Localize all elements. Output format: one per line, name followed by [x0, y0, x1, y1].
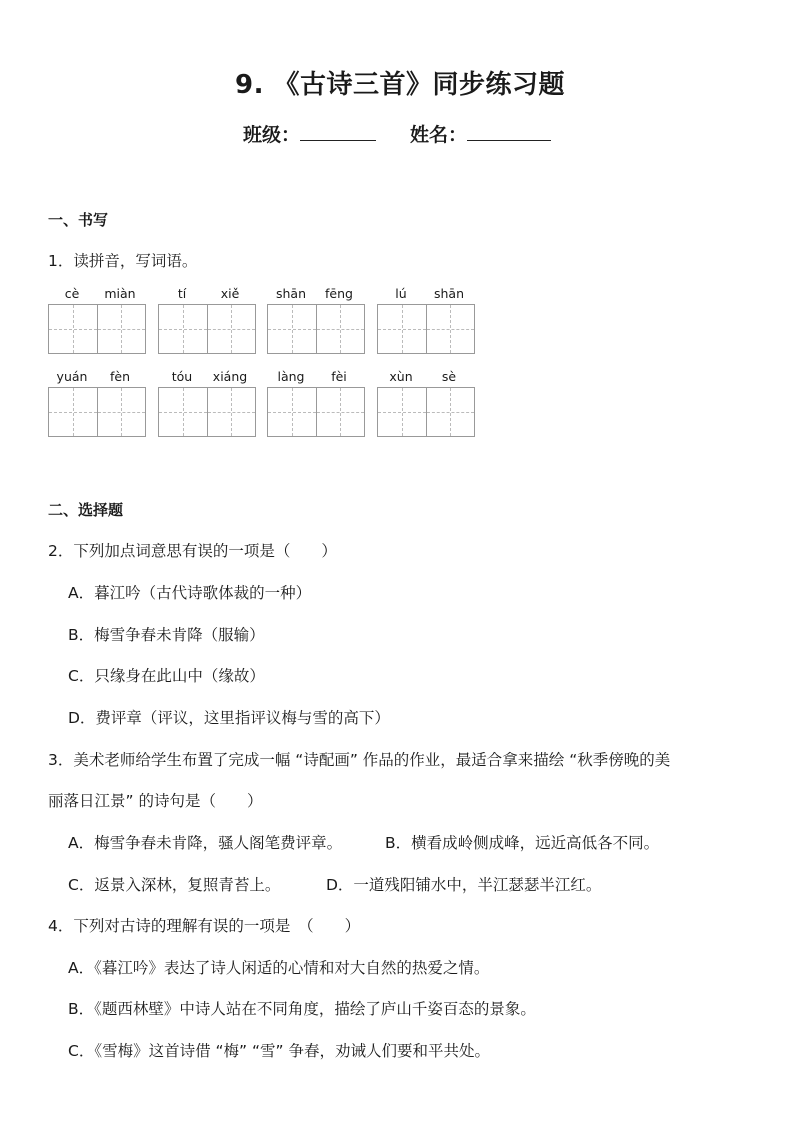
grid-cell[interactable]: [159, 388, 207, 436]
pinyin-label: fèi: [331, 369, 347, 384]
pinyin-label: cè: [64, 286, 80, 301]
name-label: 姓名：: [410, 124, 468, 146]
writing-grid[interactable]: [377, 304, 475, 354]
pinyin-label: sè: [441, 369, 457, 384]
q4-option-a[interactable]: A．《暮江吟》表达了诗人闲适的心情和对大自然的热爱之情。: [68, 959, 490, 977]
pinyin-label: tí: [177, 286, 187, 301]
grid-cell[interactable]: [426, 388, 474, 436]
grid-cell[interactable]: [159, 305, 207, 353]
grid-cell[interactable]: [316, 305, 364, 353]
pinyin-label: xiáng: [212, 369, 248, 384]
question-3-line1: 3．美术老师给学生布置了完成一幅 “诗配画” 作品的作业，最适合拿来描绘 “秋季傍晚的美: [48, 751, 671, 769]
grid-cell[interactable]: [268, 305, 316, 353]
pinyin-group: [48, 369, 144, 384]
question-2: 2．下列加点词意思有误的一项是（ ）: [48, 542, 337, 560]
pinyin-label: fèn: [109, 369, 130, 384]
pinyin-label: shān: [433, 286, 465, 301]
writing-grid[interactable]: [377, 387, 475, 437]
name-field: [410, 120, 551, 147]
writing-grid[interactable]: [158, 387, 256, 437]
pinyin-group: [377, 369, 473, 384]
pinyin-group: [377, 286, 473, 301]
q3-option-a[interactable]: A．梅雪争春未肯降，骚人阁笔费评章。: [68, 834, 343, 852]
pinyin-group: [158, 286, 254, 301]
page-title: 9. 《古诗三首》同步练习题: [234, 70, 566, 100]
writing-grid[interactable]: [48, 304, 146, 354]
q4-option-c[interactable]: C．《雪梅》这首诗借 “梅” “雪” 争春，劝诫人们要和平共处。: [68, 1042, 490, 1060]
pinyin-label: shān: [275, 286, 307, 301]
pinyin-label: fēng: [325, 286, 353, 301]
writing-grid[interactable]: [48, 387, 146, 437]
grid-cell[interactable]: [97, 388, 145, 436]
q3-option-c[interactable]: C．返景入深林，复照青苔上。: [68, 876, 281, 894]
grid-cell[interactable]: [207, 305, 255, 353]
writing-grid[interactable]: [267, 304, 365, 354]
grid-cell[interactable]: [97, 305, 145, 353]
q2-option-c[interactable]: C．只缘身在此山中（缘故）: [68, 667, 265, 685]
class-blank[interactable]: [300, 122, 376, 141]
writing-grid[interactable]: [158, 304, 256, 354]
pinyin-group: [48, 286, 144, 301]
pinyin-label: miàn: [104, 286, 136, 301]
question-3-line2: 丽落日江景” 的诗句是（ ）: [48, 792, 263, 810]
class-field: [243, 120, 376, 147]
grid-cell[interactable]: [207, 388, 255, 436]
q2-option-d[interactable]: D．费评章（评议，这里指评议梅与雪的高下）: [68, 709, 390, 727]
pinyin-label: lú: [395, 286, 407, 301]
q4-option-b[interactable]: B．《题西林壁》中诗人站在不同角度，描绘了庐山千姿百态的景象。: [68, 1000, 536, 1018]
grid-cell[interactable]: [316, 388, 364, 436]
pinyin-label: xùn: [389, 369, 413, 384]
q2-option-a[interactable]: A．暮江吟（古代诗歌体裁的一种）: [68, 584, 312, 602]
pinyin-group: [267, 369, 363, 384]
name-blank[interactable]: [467, 122, 551, 141]
grid-cell[interactable]: [426, 305, 474, 353]
pinyin-label: tóu: [171, 369, 193, 384]
question-4: 4．下列对古诗的理解有误的一项是 （ ）: [48, 917, 361, 935]
grid-cell[interactable]: [268, 388, 316, 436]
grid-cell[interactable]: [49, 305, 97, 353]
writing-grid[interactable]: [267, 387, 365, 437]
class-label: 班级：: [243, 124, 301, 146]
pinyin-label: yuán: [56, 369, 88, 384]
question-1: 1．读拼音，写词语。: [48, 252, 198, 270]
q3-option-d[interactable]: D．一道残阳铺水中，半江瑟瑟半江红。: [326, 876, 602, 894]
q2-option-b[interactable]: B．梅雪争春未肯降（服输）: [68, 626, 265, 644]
section-heading-choice: 二、选择题: [48, 501, 124, 519]
pinyin-label: làng: [277, 369, 305, 384]
section-heading-writing: 一、书写: [48, 211, 109, 229]
grid-cell[interactable]: [378, 388, 426, 436]
grid-cell[interactable]: [378, 305, 426, 353]
grid-cell[interactable]: [49, 388, 97, 436]
q3-option-b[interactable]: B．横看成岭侧成峰，远近高低各不同。: [385, 834, 660, 852]
pinyin-group: [158, 369, 254, 384]
pinyin-label: xiě: [220, 286, 240, 301]
pinyin-group: [267, 286, 363, 301]
